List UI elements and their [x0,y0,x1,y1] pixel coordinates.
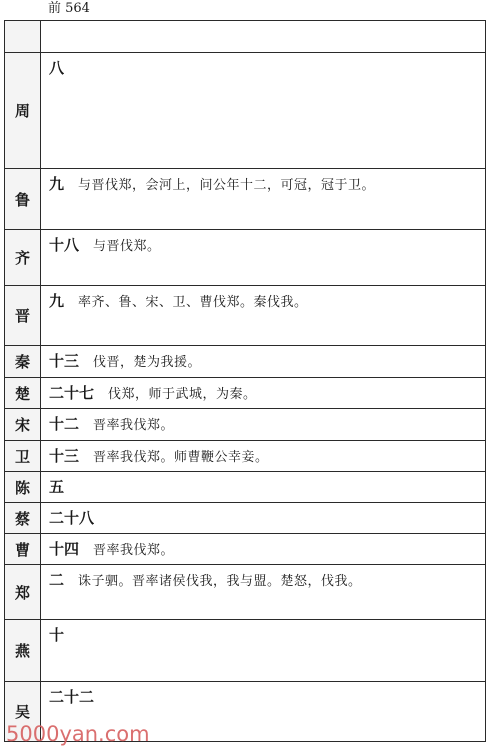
event-text: 率齐、鲁、宋、卫、曹伐郑。秦伐我。 [78,295,308,310]
table-row [5,53,486,169]
state-cell: 秦 [5,346,41,378]
entry-cell [41,409,486,441]
table-row [5,620,486,682]
table-row [5,534,486,565]
reign-year: 二十七 [49,384,95,402]
state-cell: 宋 [5,409,41,441]
entry-cell [41,534,486,565]
table-row [5,169,486,230]
entry-cell [41,53,486,169]
table-row [5,472,486,503]
entry-cell [41,378,486,409]
table-row [5,441,486,472]
state-cell [5,21,41,53]
event-text: 伐晋，楚为我援。 [93,355,202,370]
entry-cell [41,21,486,53]
event-text: 晋率我伐郑。 [93,543,175,558]
reign-year: 十三 [49,352,80,370]
table-row [5,378,486,409]
table-row [5,565,486,620]
state-cell: 蔡 [5,503,41,534]
watermark: 5000yan.com [6,722,150,746]
reign-year: 二 [49,571,65,589]
state-cell: 晋 [5,286,41,346]
event-text: 与晋伐郑，会河上，问公年十二，可冠，冠于卫。 [78,178,376,193]
reign-year: 五 [49,478,65,496]
event-text: 晋率我伐郑。师曹鞭公幸妾。 [93,450,269,465]
reign-year: 二十八 [49,509,95,527]
entry-cell [41,565,486,620]
entry-cell [41,286,486,346]
state-cell: 楚 [5,378,41,409]
entry-cell [41,169,486,230]
reign-year: 八 [49,59,65,77]
entry-cell [41,230,486,286]
state-cell: 周 [5,53,41,169]
state-cell: 吴 [5,682,41,742]
reign-year: 十 [49,626,65,644]
reign-year: 十三 [49,447,80,465]
reign-year: 九 [49,292,65,310]
event-text: 晋率我伐郑。 [93,418,175,433]
table-row [5,503,486,534]
table-row [5,21,486,53]
table-row [5,409,486,441]
entry-cell [41,472,486,503]
state-cell: 燕 [5,620,41,682]
state-cell: 齐 [5,230,41,286]
state-cell: 卫 [5,441,41,472]
reign-year: 九 [49,175,65,193]
entry-cell [41,441,486,472]
table-row [5,346,486,378]
chronology-table [4,20,486,742]
entry-cell [41,503,486,534]
table-row [5,286,486,346]
reign-year: 十八 [49,236,80,254]
event-text: 伐郑，师于武城，为秦。 [108,387,257,402]
state-cell: 曹 [5,534,41,565]
table-row [5,230,486,286]
entry-cell [41,620,486,682]
reign-year: 十四 [49,540,80,558]
year-label: 前 564 [48,1,90,16]
reign-year: 十二 [49,415,80,433]
entry-cell [41,346,486,378]
state-cell: 郑 [5,565,41,620]
state-cell: 鲁 [5,169,41,230]
event-text: 诛子驷。晋率诸侯伐我，我与盟。楚怒，伐我。 [78,574,362,589]
event-text: 与晋伐郑。 [93,239,161,254]
state-cell: 陈 [5,472,41,503]
reign-year: 二十二 [49,688,95,706]
